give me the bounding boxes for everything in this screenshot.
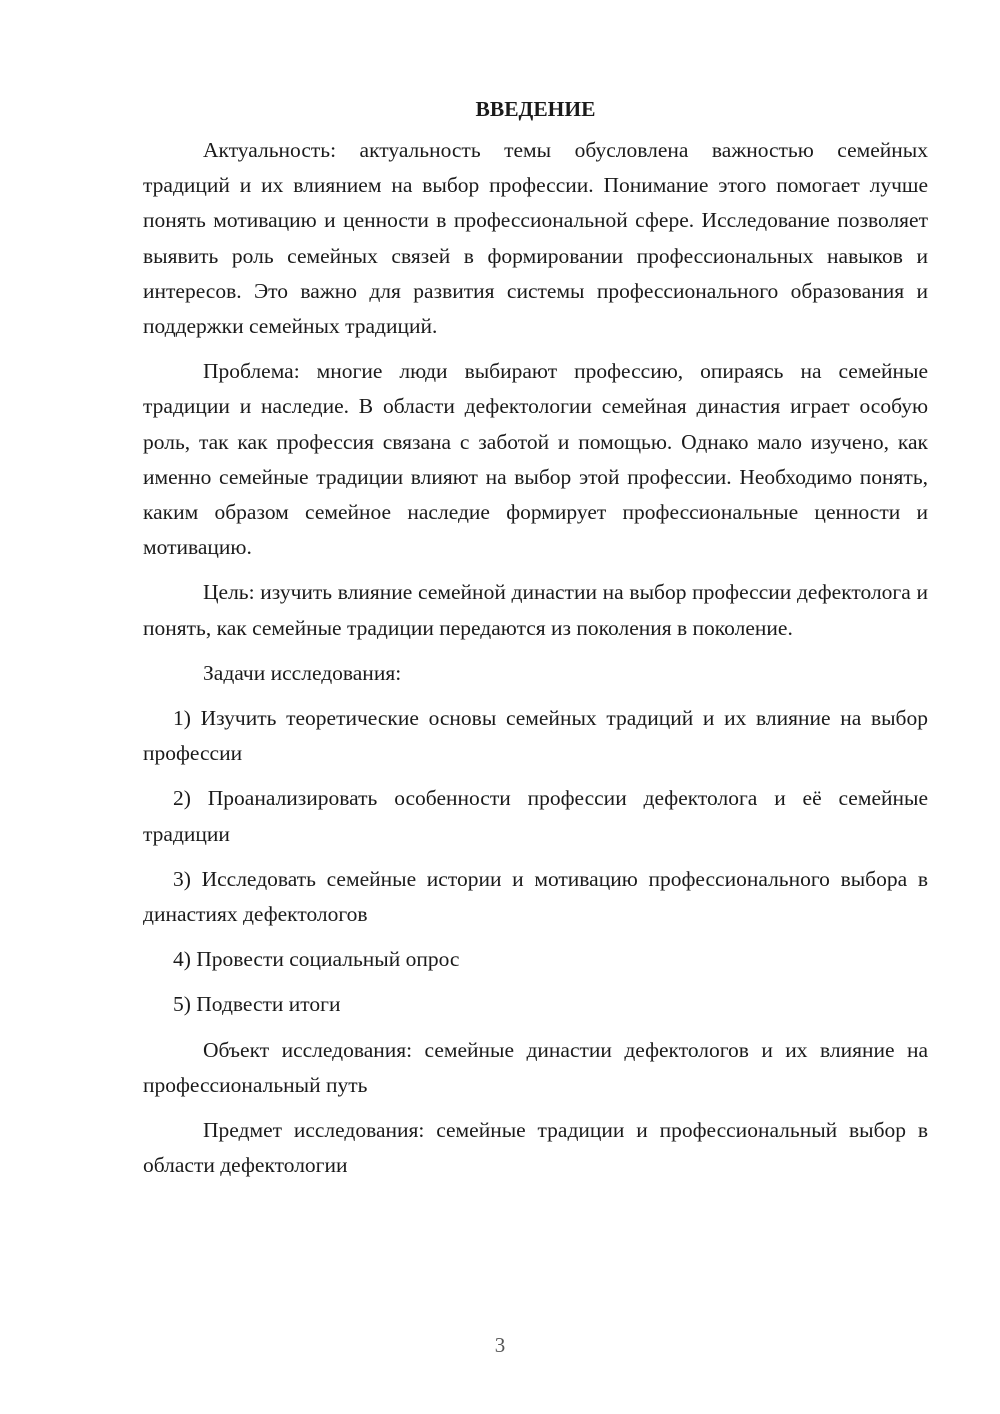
task-item-1: 1) Изучить теоретические основы семейных традиций и их влияние на выбор профессии: [143, 706, 928, 766]
paragraph-goal: Цель: изучить влияние семейной династии на выбор профессии дефектолога и понять, как семейные традиции передаются из поколения в поколение.: [143, 580, 928, 640]
task-list: [143, 701, 928, 1023]
paragraph-problem: Проблема: многие люди выбирают профессию, опираясь на семейные традиции и наследие. В области дефектологии семейная династия играет особую роль, так как профессия связана с заботой и помощью. Однако мало изучено, как именно семейные традиции влияют на выбор этой профессии. Необходимо понять, каким образом семейное наследие формирует профессиональные ценности и мотивацию.: [143, 359, 928, 560]
task-item-2: 2) Проанализировать особенности профессии дефектолога и её семейные традиции: [143, 786, 928, 846]
task-item-5: 5) Подвести итоги: [173, 992, 341, 1017]
task-item-4: 4) Провести социальный опрос: [173, 947, 460, 972]
task-item-3: 3) Исследовать семейные истории и мотивацию профессионального выбора в династиях дефектологов: [143, 866, 928, 927]
paragraph-tasks-intro: Задачи исследования:: [203, 660, 402, 685]
page-content: [143, 92, 928, 1193]
paragraph-relevance: Актуальность: актуальность темы обусловлена важностью семейных традиций и их влиянием на выбор профессии. Понимание этого помогает лучше понять мотивацию и ценности в профессиональной сфере. Исследование позволяет выявить роль семейных связей в формировании профессиональных навыков и интересов. Это важно для развития системы профессионального образования и поддержки семейных традиций.: [143, 138, 928, 339]
paragraph-object: Объект исследования: семейные династии дефектологов и их влияние на профессиональный путь: [143, 1037, 928, 1097]
section-heading: ВВЕДЕНИЕ: [475, 97, 596, 121]
paragraph-subject: Предмет исследования: семейные традиции и профессиональный выбор в области дефектологии: [143, 1118, 928, 1178]
page-number: 3: [494, 1333, 506, 1357]
